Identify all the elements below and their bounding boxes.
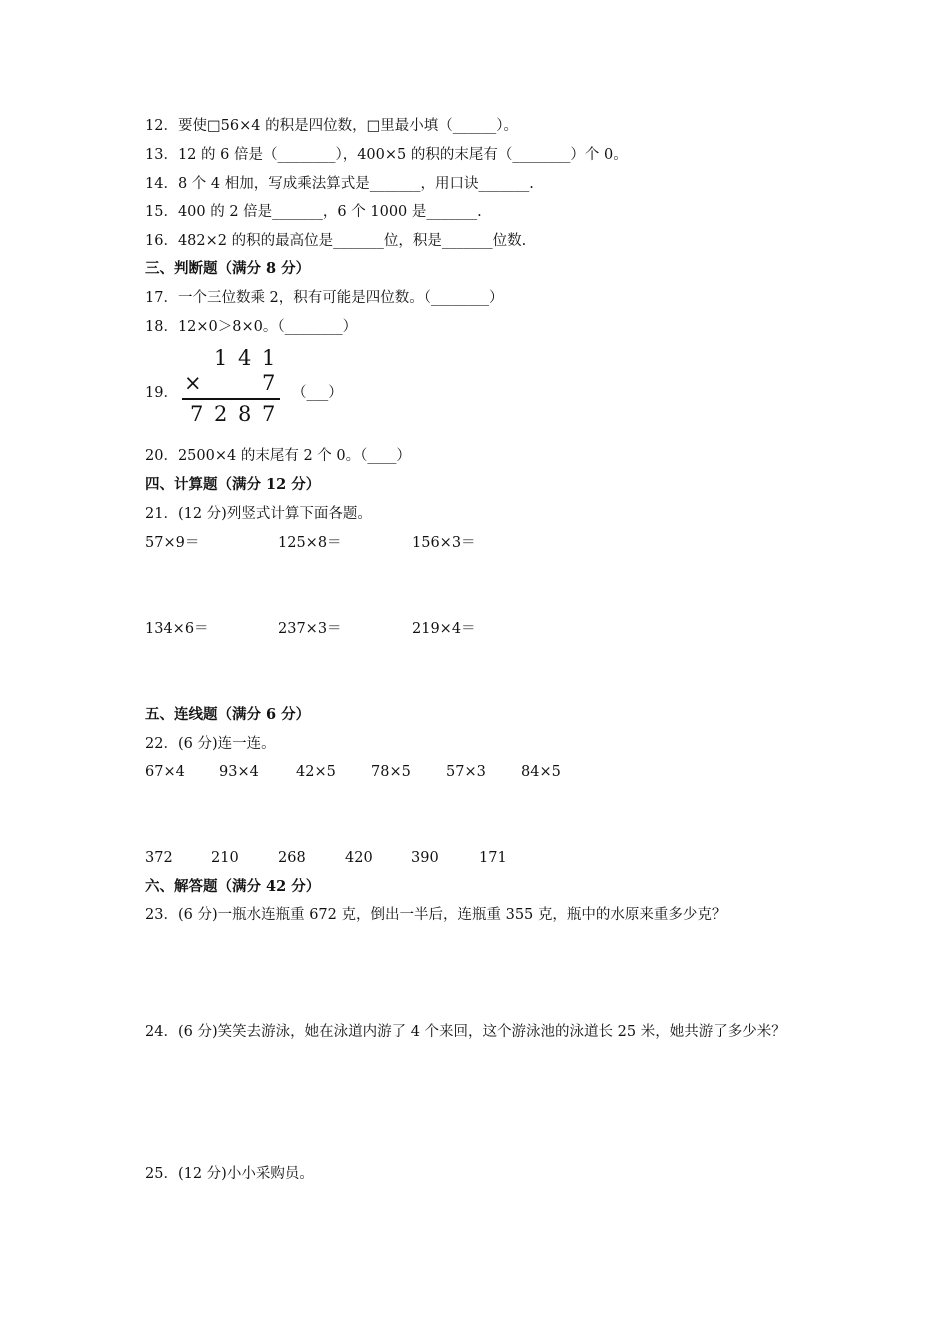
vertical-multiplication [180, 346, 284, 428]
vertical-top-digit: 1 [214, 346, 228, 370]
matching-expression: 84×5 [521, 764, 561, 780]
calc-item: 237×3＝ [278, 621, 342, 637]
calc-item: 57×9＝ [145, 535, 200, 551]
vertical-result-digit: 7 [190, 402, 204, 426]
calc-item: 156×3＝ [412, 535, 476, 551]
question-20: 20．2500×4 的末尾有 2 个 0。（____） [145, 448, 411, 464]
matching-expression: 57×3 [446, 764, 486, 780]
calc-item: 134×6＝ [145, 621, 209, 637]
section-heading-calc: 四、计算题（满分 12 分） [145, 476, 321, 493]
question-17: 17．一个三位数乘 2，积有可能是四位数。（________） [145, 290, 504, 306]
vertical-top-digit: 1 [262, 346, 276, 370]
matching-result: 390 [411, 850, 439, 866]
vertical-operator: × [184, 371, 202, 395]
vertical-result-digit: 2 [214, 402, 228, 426]
matching-result: 372 [145, 850, 173, 866]
section-heading-judgement: 三、判断题（满分 8 分） [145, 260, 311, 277]
question-12: 12．要使□56×4 的积是四位数，□里最小填（______）。 [145, 118, 519, 134]
question-15: 15．400 的 2 倍是_______，6 个 1000 是_______. [145, 204, 482, 220]
calc-item: 219×4＝ [412, 621, 476, 637]
vertical-result-digit: 7 [262, 402, 276, 426]
vertical-multiplier: 7 [262, 371, 276, 395]
matching-expression: 67×4 [145, 764, 185, 780]
question-19-answer-paren: （___） [292, 385, 343, 401]
question-21: 21．(12 分)列竖式计算下面各题。 [145, 506, 372, 522]
matching-result: 268 [278, 850, 306, 866]
vertical-top-digit: 4 [238, 346, 252, 370]
question-22: 22．(6 分)连一连。 [145, 736, 276, 752]
matching-result: 210 [211, 850, 239, 866]
question-19-label: 19． [145, 385, 178, 401]
question-13: 13．12 的 6 倍是（________），400×5 的积的末尾有（________）个 0。 [145, 147, 628, 163]
question-25: 25．(12 分)小小采购员。 [145, 1166, 314, 1182]
calc-item: 125×8＝ [278, 535, 342, 551]
section-heading-answer: 六、解答题（满分 42 分） [145, 878, 321, 895]
question-24: 24．(6 分)笑笑去游泳，她在泳道内游了 4 个来回，这个游泳池的泳道长 25 米，她共游了多少米？ [145, 1024, 786, 1040]
matching-expression: 78×5 [371, 764, 411, 780]
question-18: 18．12×0＞8×0。（________） [145, 319, 358, 335]
matching-expression: 93×4 [219, 764, 259, 780]
question-16: 16．482×2 的积的最高位是_______位，积是_______位数. [145, 233, 527, 249]
matching-result: 171 [479, 850, 507, 866]
vertical-result-digit: 8 [238, 402, 252, 426]
matching-expression: 42×5 [296, 764, 336, 780]
question-14: 14．8 个 4 相加，写成乘法算式是_______，用口诀_______. [145, 176, 534, 192]
section-heading-matching: 五、连线题（满分 6 分） [145, 706, 311, 723]
question-23: 23．(6 分)一瓶水连瓶重 672 克，倒出一半后，连瓶重 355 克，瓶中的水原来重多少克？ [145, 907, 727, 923]
matching-result: 420 [345, 850, 373, 866]
vertical-divider-line [182, 398, 280, 400]
